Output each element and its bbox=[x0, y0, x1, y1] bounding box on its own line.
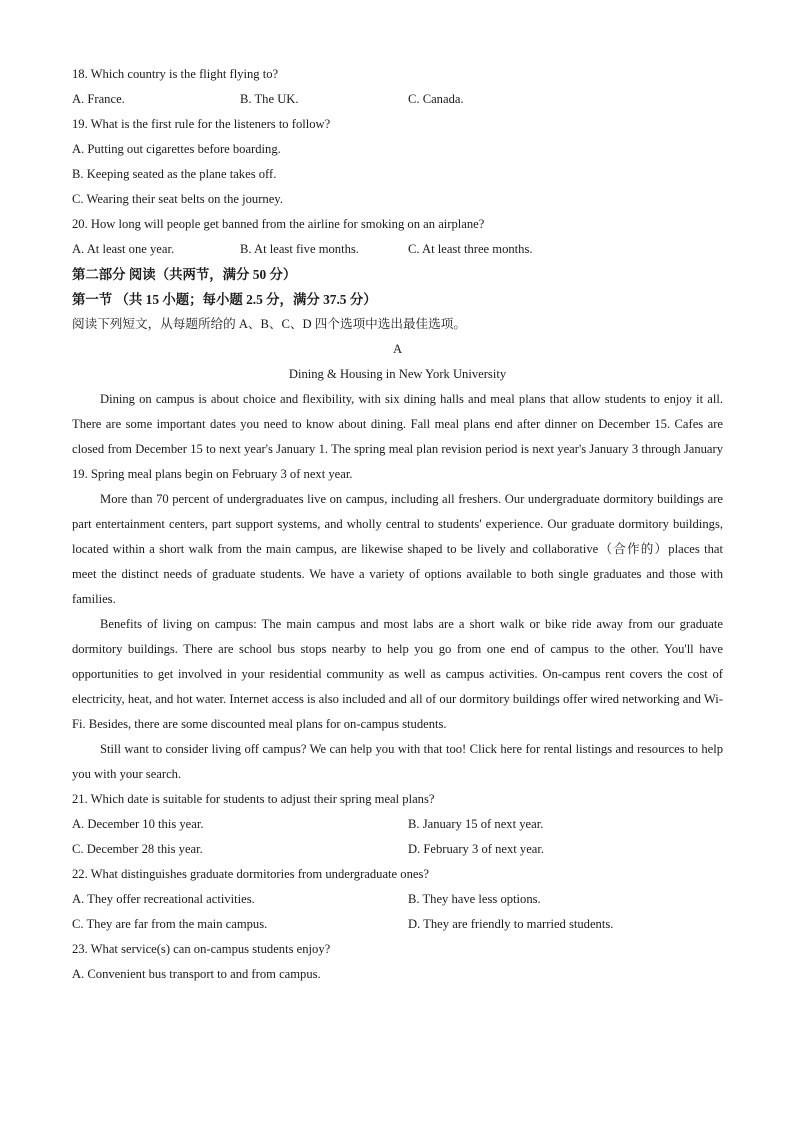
question-18-stem: 18. Which country is the flight flying to? bbox=[72, 67, 279, 81]
question-20-stem: 20. How long will people get banned from the airline for smoking on an airplane? bbox=[72, 217, 485, 231]
option-b: B. Keeping seated as the plane takes off. bbox=[72, 167, 277, 181]
question-23-stem: 23. What service(s) can on-campus students enjoy? bbox=[72, 942, 331, 956]
question-22-stem: 22. What distinguishes graduate dormitories from undergraduate ones? bbox=[72, 867, 429, 881]
passage-paragraph-3: Benefits of living on campus: The main campus and most labs are a short walk or bike ride away from our graduate dormitory buildings. There are school bus stops nearby to help you go from one end of campus to the other. You'll have opportunities to get involved in your residential community as well as campus activities. On-campus rent covers the cost of electricity, heat, and hot water. Internet access is also included and all of our dormitory buildings offer wired networking and Wi-Fi. Besides, there are some discounted meal plans for on-campus students. bbox=[72, 617, 723, 731]
passage-paragraph-4: Still want to consider living off campus? We can help you with that too! Click here for rental listings and resources to help you with your search. bbox=[72, 742, 723, 781]
option-c: C. Canada. bbox=[408, 92, 464, 106]
question-22-options-row-2 bbox=[72, 912, 723, 937]
option-d: D. They are friendly to married students. bbox=[408, 917, 614, 931]
passage-label: A bbox=[392, 342, 403, 356]
part-title: 第二部分 阅读（共两节，满分 50 分） bbox=[72, 267, 297, 282]
option-a: A. December 10 this year. bbox=[72, 817, 204, 831]
question-19-stem: 19. What is the first rule for the listeners to follow? bbox=[72, 117, 331, 131]
option-b: B. They have less options. bbox=[408, 892, 541, 906]
instruction: 阅读下列短文，从每题所给的 A、B、C、D 四个选项中选出最佳选项。 bbox=[72, 317, 466, 331]
section-subtitle: 第一节 （共 15 小题；每小题 2.5 分，满分 37.5 分） bbox=[72, 292, 377, 307]
option-c: C. December 28 this year. bbox=[72, 842, 203, 856]
passage-paragraph-1: Dining on campus is about choice and flexibility, with six dining halls and meal plans that allow students to enjoy it all. There are some important dates you need to know about dining. Fall meal plans end after dinner on December 15. Cafes are closed from December 15 to next year's January 1. The spring meal plan revision period is next year's January 3 through January 19. Spring meal plans begin on February 3 of next year. bbox=[72, 392, 723, 481]
question-18-options bbox=[72, 87, 723, 112]
option-c: C. At least three months. bbox=[408, 242, 533, 256]
option-a: A. Putting out cigarettes before boarding. bbox=[72, 142, 281, 156]
option-c: C. They are far from the main campus. bbox=[72, 917, 268, 931]
passage-title: Dining & Housing in New York University bbox=[288, 367, 507, 381]
question-21-options-row-1 bbox=[72, 812, 723, 837]
option-a: A. At least one year. bbox=[72, 242, 175, 256]
option-a: A. They offer recreational activities. bbox=[72, 892, 255, 906]
option-b: B. The UK. bbox=[240, 92, 299, 106]
option-a: A. France. bbox=[72, 92, 125, 106]
question-22-options-row-1 bbox=[72, 887, 723, 912]
question-21-stem: 21. Which date is suitable for students to adjust their spring meal plans? bbox=[72, 792, 435, 806]
passage-paragraph-2: More than 70 percent of undergraduates live on campus, including all freshers. Our undergraduate dormitory buildings are part entertainment centers, part support systems, and wholly central to students' experience. Our graduate dormitory buildings, located within a short walk from the main campus, are likewise shaped to be lively and collaborative（合作的）places that meet the distinct needs of graduate students. We have a variety of options available to both single graduates and those with families. bbox=[72, 492, 723, 606]
option-d: D. February 3 of next year. bbox=[408, 842, 545, 856]
option-b: B. January 15 of next year. bbox=[408, 817, 544, 831]
question-21-options-row-2 bbox=[72, 837, 723, 862]
option-c: C. Wearing their seat belts on the journey. bbox=[72, 192, 283, 206]
question-20-options bbox=[72, 237, 723, 262]
option-a: A. Convenient bus transport to and from campus. bbox=[72, 967, 321, 981]
option-b: B. At least five months. bbox=[240, 242, 359, 256]
exam-page bbox=[72, 62, 723, 987]
